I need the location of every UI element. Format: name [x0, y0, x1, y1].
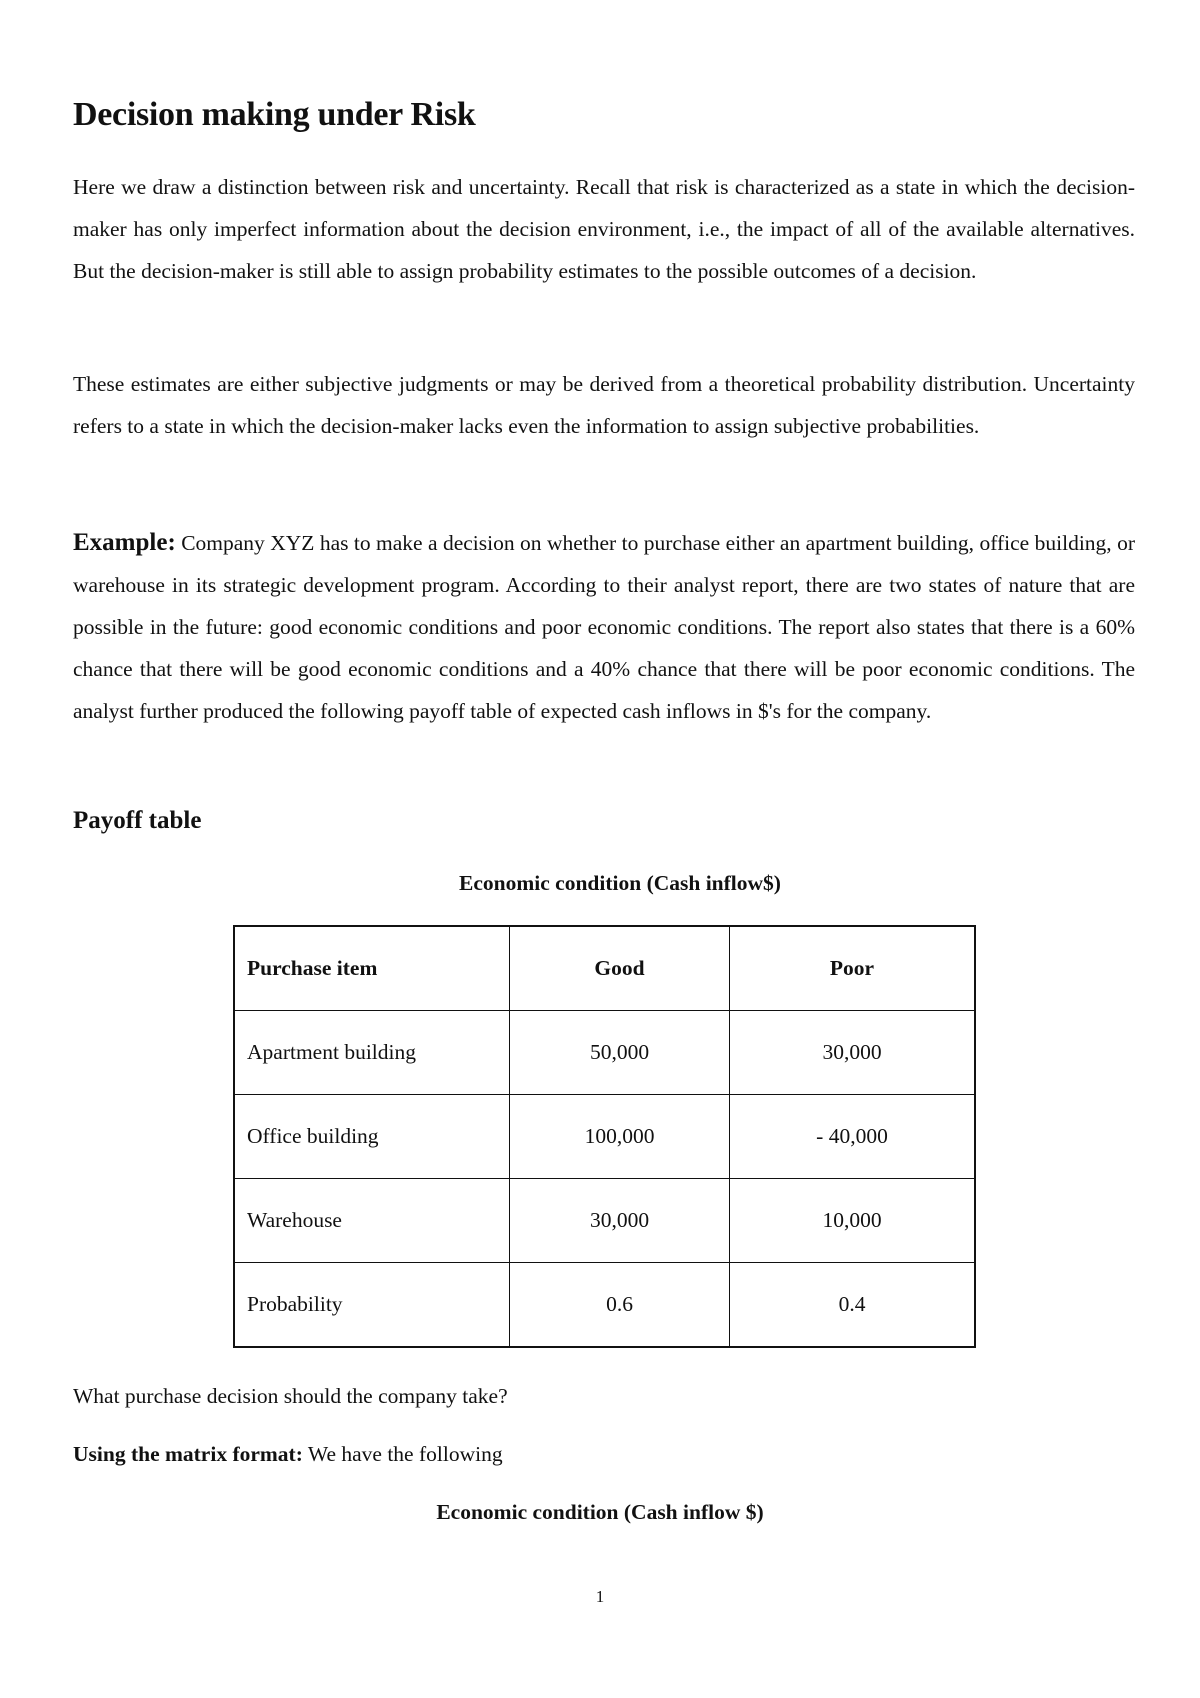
- table-cell: 10,000: [730, 1179, 976, 1263]
- matrix-label: Using the matrix format:: [73, 1442, 303, 1466]
- table-cell: 0.4: [730, 1263, 976, 1348]
- intro-paragraph: Here we draw a distinction between risk and uncertainty. Recall that risk is characterized as a state in which the decision-maker has only imperfect information about the decision environment, i.e., the impact of all of the available alternatives. But the decision-maker is still able to assign probability estimates to the possible outcomes of a decision.: [73, 175, 1135, 283]
- matrix-text: We have the following: [302, 1442, 503, 1466]
- uncertainty-paragraph: These estimates are either subjective judgments or may be derived from a theoretical probability distribution. Uncertainty refers to a state in which the decision-maker lacks even the information to assign subjective probabilities.: [73, 372, 1135, 438]
- table-row: [234, 1095, 975, 1179]
- payoff-heading: Payoff table: [73, 807, 202, 834]
- table-cell: 0.6: [510, 1263, 730, 1348]
- page-title: Decision making under Risk: [73, 96, 476, 133]
- header-purchase-item: Purchase item: [234, 926, 510, 1011]
- table-row: [234, 1263, 975, 1348]
- table-row: [234, 1011, 975, 1095]
- table-cell: Probability: [234, 1263, 510, 1348]
- table-caption: Economic condition (Cash inflow$): [459, 871, 781, 895]
- table-cell: 50,000: [510, 1011, 730, 1095]
- table-cell: Warehouse: [234, 1179, 510, 1263]
- question-text: What purchase decision should the company take?: [73, 1384, 508, 1408]
- table-cell: Office building: [234, 1095, 510, 1179]
- table-cell: 30,000: [730, 1011, 976, 1095]
- table-cell: Apartment building: [234, 1011, 510, 1095]
- table-cell: 100,000: [510, 1095, 730, 1179]
- second-caption: Economic condition (Cash inflow $): [436, 1500, 764, 1524]
- header-poor: Poor: [730, 926, 976, 1011]
- table-header-row: [234, 926, 975, 1011]
- table-cell: 30,000: [510, 1179, 730, 1263]
- example-paragraph: [73, 522, 1135, 732]
- header-good: Good: [510, 926, 730, 1011]
- payoff-table: [233, 925, 976, 1348]
- matrix-line: [73, 1442, 503, 1467]
- example-text: Company XYZ has to make a decision on whether to purchase either an apartment building, office building, or warehouse in its strategic development program. According to their analyst report, there are two states of nature that are possible in the future: good economic conditions and poor economic conditions. The report also states that there is a 60% chance that there will be good economic conditions and a 40% chance that there will be poor economic conditions. The analyst further produced the following payoff table of expected cash inflows in $'s for the company.: [73, 531, 1135, 723]
- table-row: [234, 1179, 975, 1263]
- page-number: 1: [595, 1587, 605, 1606]
- example-label: Example:: [73, 529, 176, 556]
- table-cell: - 40,000: [730, 1095, 976, 1179]
